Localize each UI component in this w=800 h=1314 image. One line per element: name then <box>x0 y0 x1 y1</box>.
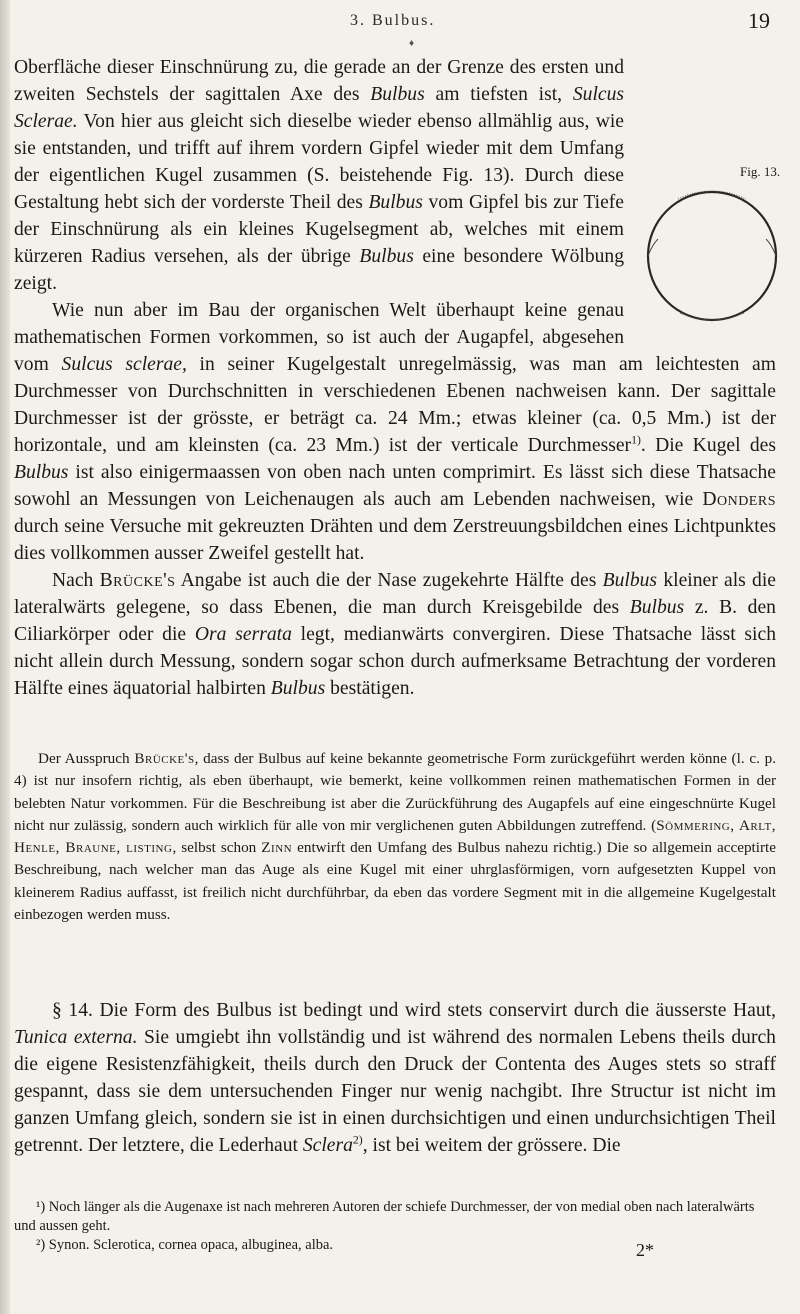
term-bulbus: Bulbus <box>270 678 326 699</box>
text: kleiner als die lateralwärts gelegene, so dass Ebenen, die man durch Kreisgebilde des <box>14 570 776 618</box>
figure-wrap-space <box>624 54 776 332</box>
text: Von hier aus gleicht sich dieselbe wieder ebenso allmählig aus, wie sie entstanden, und trifft auf ihrem vordern Gipfel wieder mit dem Umfang der eigentlichen Kugel zusammen (S. beistehende Fig. 13). Durch diese Gestaltung hebt sich der vorderste Theil des <box>14 111 624 213</box>
text: Nach <box>52 570 100 591</box>
running-head-title: 3. Bulbus. <box>350 12 436 29</box>
text: am tiefsten ist, <box>424 84 573 105</box>
note-paragraph <box>14 748 776 926</box>
small-print-note <box>14 748 776 926</box>
text: z. B. den Ciliarkörper oder die <box>14 597 776 645</box>
term-ora-serrata: Ora serrata <box>194 624 292 645</box>
main-text <box>14 54 776 702</box>
term-tunica-externa: Tunica externa. <box>14 1027 138 1048</box>
signature-mark: 2* <box>636 1240 654 1260</box>
term-bulbus: Bulbus <box>368 192 423 213</box>
author-zinn: Zinn <box>261 839 293 857</box>
paragraph-3 <box>14 567 776 702</box>
text: , dass der Bulbus auf keine bekannte geometrische Form zurückgeführt werden könne (l. c. p. 4) ist nur insofern richtig, als eben überhaupt, wie bemerkt, keine vollkommen reinen mathematischen Formen in der belebten Natur vorkommen. Für die Beschreibung ist aber die Zurückführung des Augapfels auf eine eingeschnürte Kugel nicht nur zulässig, sondern auch wirklich für alle von mir verglichenen guten Abbildungen zutreffend. ( <box>14 750 776 834</box>
text: . Die Kugel des <box>640 435 776 456</box>
term-bulbus: Bulbus <box>359 246 414 267</box>
text: in seiner Kugelgestalt unregelmässig, was man am leichtesten am Durchmesser von Durchschnitten in verschiedenen Ebenen nachweisen kann. Der sagittale Durchmesser ist der grösste, er beträgt ca. 24 Mm.; etwas kleiner (ca. 0,5 Mm.) ist der horizontale, und am kleinsten (ca. 23 Mm.) ist der verticale Durchmesser <box>14 354 776 456</box>
term-bulbus: Bulbus <box>370 84 425 105</box>
running-head <box>10 8 770 36</box>
footnote-2: ²) Synon. Sclerotica, cornea opaca, albuginea, alba. <box>36 1237 334 1253</box>
term-sulcus-sclerae: Sulcus sclerae, <box>61 354 187 375</box>
footnote-1: ¹) Noch länger als die Augenaxe ist nach mehreren Autoren der schiefe Durchmesser, der von medial oben nach lateralwärts und aussen geht. <box>14 1199 755 1234</box>
section-14 <box>14 997 776 1159</box>
ornament-mark: ♦ <box>409 38 415 49</box>
footnotes <box>14 1198 776 1255</box>
paragraph-2 <box>14 297 776 567</box>
text: durch seine Versuche mit gekreuzten Drähten und dem Zerstreuungsbildchen eines Lichtpunktes dies vollkommen ausser Zweifel gestellt hat. <box>14 516 776 564</box>
text: Sie umgiebt ihn vollständig und ist während des normalen Lebens theils durch die eigene Resistenzfähigkeit, theils durch den Druck der Contenta des Auges stets so straff gespannt, dass sie dem untersuchenden Finger nur wenig nachgibt. Ihre Structur ist nicht im ganzen Umfang gleich, sondern sie ist in einen durchsichtigen und einen undurchsichtigen Theil getrennt. Der letztere, die Lederhaut <box>14 1027 776 1156</box>
text: vom Gipfel bis zur Tiefe der Einschnürung als ein kleines Kugelsegment ab, welches mit einem kürzeren Radius versehen, als der übrige <box>14 192 624 267</box>
author-donders: Donders <box>702 489 776 510</box>
term-sclera: Sclera <box>302 1135 353 1156</box>
text: § 14. Die Form des Bulbus ist bedingt und wird stets conservirt durch die äusserste Haut, <box>52 1000 776 1021</box>
text: , selbst schon <box>172 839 262 857</box>
text: Angabe ist auch die der Nase zugekehrte Hälfte des <box>175 570 603 591</box>
text: legt, medianwärts convergiren. Diese Thatsache lässt sich nicht allein durch Messung, sondern sogar schon durch aufmerksame Betrachtung der vorderen Hälfte eines äquatorial halbirten <box>14 624 776 699</box>
text: Wie nun aber im Bau der organischen Welt überhaupt keine genau mathematischen Formen vorkommen, so ist auch der Augapfel, abgesehen vom <box>14 300 624 375</box>
text: bestätigen. <box>325 678 415 699</box>
section-14-paragraph <box>14 997 776 1159</box>
author-list: Sömmering, Arlt, Henle, Braune, listing <box>14 816 776 857</box>
term-sulcus-sclerae: Sulcus Sclerae. <box>14 84 624 132</box>
text: entwirft den Umfang des Bulbus nahezu richtig.) Die so allgemein acceptirte Beschreibung, nach welcher man das Auge als eine Kugel mit einer uhrglasförmigen, vorn aufgesetzten Kuppel von kleinerem Radius auffasst, ist freilich nicht durchführbar, da eben das vordere Segment mit in die allgemeine Kugelgestalt einbezogen werden muss. <box>14 839 776 924</box>
text: Der Ausspruch <box>38 750 135 767</box>
text: eine besondere Wölbung zeigt. <box>14 246 625 294</box>
author-bruecke: Brücke's <box>99 570 176 591</box>
term-bulbus: Bulbus <box>14 462 69 483</box>
term-bulbus: Bulbus <box>602 570 658 591</box>
text: , ist bei weitem der grössere. Die <box>362 1135 621 1156</box>
text: Oberfläche dieser Einschnürung zu, die gerade an der Grenze des ersten und zweiten Sechstels der sagittalen Axe des <box>14 57 624 105</box>
term-bulbus: Bulbus <box>629 597 685 618</box>
footnote-ref-2: 2) <box>352 1133 363 1147</box>
author-bruecke: Brücke's <box>134 750 195 767</box>
page-number: 19 <box>748 8 770 33</box>
text: ist also einigermaassen von oben nach unten comprimirt. Es lässt sich diese Thatsache sowohl an Messungen von Leichenaugen als auch am Lebenden nachweisen, wie <box>14 462 776 510</box>
figure-label: Fig. 13. <box>740 164 781 179</box>
footnote-ref-1: 1) <box>631 433 641 447</box>
